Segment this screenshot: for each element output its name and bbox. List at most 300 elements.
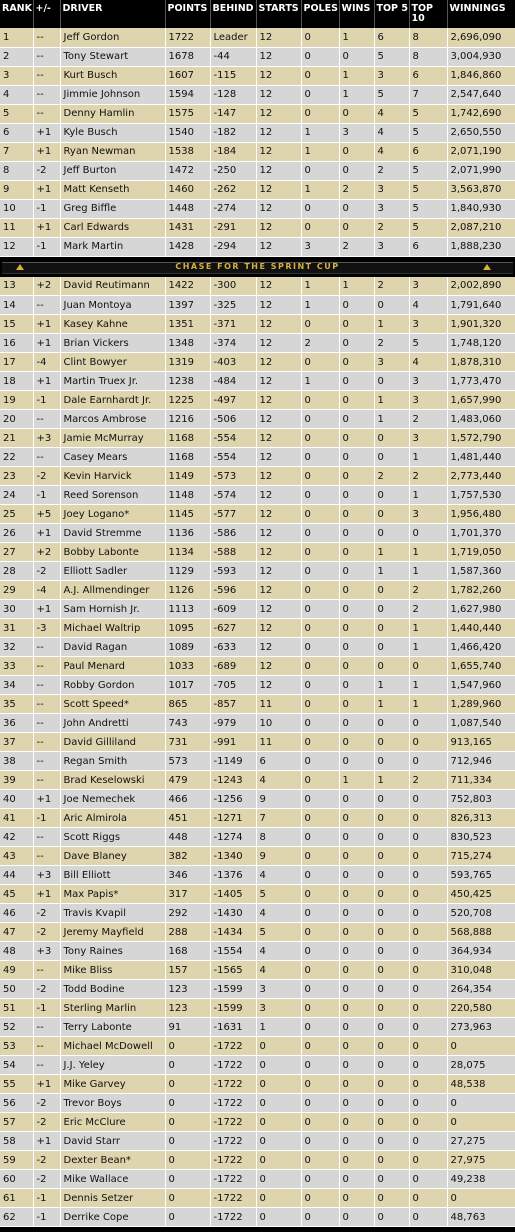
points-cell: 1149	[165, 467, 210, 486]
table-row	[0, 847, 515, 866]
wins-cell: 0	[339, 828, 374, 847]
points-cell: 466	[165, 790, 210, 809]
top10-cell: 0	[409, 1113, 447, 1132]
behind-cell: -1274	[210, 828, 256, 847]
rank-cell: 25	[0, 505, 33, 524]
top10-cell: 0	[409, 923, 447, 942]
starts-cell: 12	[256, 218, 301, 237]
points-cell: 1168	[165, 429, 210, 448]
table-row	[0, 180, 515, 199]
change-cell: -2	[33, 1113, 60, 1132]
winnings-cell: 712,946	[447, 752, 515, 771]
top10-cell: 0	[409, 1151, 447, 1170]
wins-cell: 0	[339, 353, 374, 372]
top10-cell: 0	[409, 524, 447, 543]
rank-cell: 51	[0, 999, 33, 1018]
winnings-cell: 1,791,640	[447, 296, 515, 315]
poles-cell: 1	[301, 123, 339, 142]
change-cell: -2	[33, 161, 60, 180]
driver-cell: Robby Gordon	[60, 676, 165, 695]
poles-cell: 0	[301, 828, 339, 847]
poles-cell: 0	[301, 199, 339, 218]
top5-cell: 3	[374, 199, 409, 218]
winnings-cell: 28,075	[447, 1056, 515, 1075]
top10-cell: 5	[409, 123, 447, 142]
poles-cell: 0	[301, 524, 339, 543]
points-cell: 0	[165, 1075, 210, 1094]
table-row	[0, 828, 515, 847]
driver-cell: Martin Truex Jr.	[60, 372, 165, 391]
wins-cell: 0	[339, 923, 374, 942]
behind-cell: -1722	[210, 1151, 256, 1170]
change-cell: --	[33, 448, 60, 467]
top5-cell: 0	[374, 1170, 409, 1189]
wins-cell: 0	[339, 410, 374, 429]
poles-cell: 3	[301, 237, 339, 256]
starts-cell: 9	[256, 790, 301, 809]
starts-cell: 12	[256, 467, 301, 486]
wins-cell: 0	[339, 904, 374, 923]
starts-cell: 0	[256, 1037, 301, 1056]
behind-cell: -1271	[210, 809, 256, 828]
poles-cell: 0	[301, 790, 339, 809]
top10-cell: 5	[409, 180, 447, 199]
top5-cell: 4	[374, 104, 409, 123]
change-cell: +1	[33, 180, 60, 199]
poles-cell: 0	[301, 315, 339, 334]
driver-cell: Paul Menard	[60, 657, 165, 676]
poles-cell: 0	[301, 733, 339, 752]
table-row	[0, 1094, 515, 1113]
rank-cell: 15	[0, 315, 33, 334]
wins-cell: 0	[339, 657, 374, 676]
wins-cell: 0	[339, 581, 374, 600]
top5-cell: 0	[374, 828, 409, 847]
top5-cell: 0	[374, 885, 409, 904]
change-cell: -2	[33, 467, 60, 486]
driver-cell: Scott Riggs	[60, 828, 165, 847]
wins-cell: 0	[339, 1056, 374, 1075]
winnings-cell: 27,275	[447, 1132, 515, 1151]
winnings-cell: 1,289,960	[447, 695, 515, 714]
top10-cell: 0	[409, 1075, 447, 1094]
top10-cell: 0	[409, 714, 447, 733]
starts-cell: 10	[256, 714, 301, 733]
rank-cell: 38	[0, 752, 33, 771]
wins-cell: 1	[339, 28, 374, 47]
points-cell: 1431	[165, 218, 210, 237]
change-cell: --	[33, 676, 60, 695]
change-cell: -4	[33, 581, 60, 600]
top10-cell: 1	[409, 562, 447, 581]
behind-cell: -1599	[210, 999, 256, 1018]
behind-cell: -403	[210, 353, 256, 372]
driver-cell: Max Papis*	[60, 885, 165, 904]
behind-cell: -689	[210, 657, 256, 676]
table-row	[0, 372, 515, 391]
table-row	[0, 1151, 515, 1170]
points-cell: 0	[165, 1094, 210, 1113]
rank-cell: 50	[0, 980, 33, 999]
winnings-cell: 0	[447, 1037, 515, 1056]
starts-cell: 4	[256, 771, 301, 790]
poles-cell: 0	[301, 1132, 339, 1151]
col-wins-header: WINS	[339, 0, 374, 28]
table-row	[0, 1075, 515, 1094]
behind-cell: -1149	[210, 752, 256, 771]
behind-cell: -1405	[210, 885, 256, 904]
behind-cell: -128	[210, 85, 256, 104]
wins-cell: 0	[339, 942, 374, 961]
change-cell: -3	[33, 619, 60, 638]
starts-cell: 12	[256, 391, 301, 410]
top5-cell: 2	[374, 277, 409, 296]
starts-cell: 0	[256, 1056, 301, 1075]
table-row	[0, 524, 515, 543]
points-cell: 157	[165, 961, 210, 980]
winnings-cell: 3,004,930	[447, 47, 515, 66]
points-cell: 1095	[165, 619, 210, 638]
driver-cell: David Stremme	[60, 524, 165, 543]
winnings-cell: 2,696,090	[447, 28, 515, 47]
poles-cell: 0	[301, 1208, 339, 1227]
change-cell: -1	[33, 199, 60, 218]
driver-cell: Michael McDowell	[60, 1037, 165, 1056]
winnings-cell: 1,840,930	[447, 199, 515, 218]
behind-cell: -1554	[210, 942, 256, 961]
rank-cell: 14	[0, 296, 33, 315]
table-row	[0, 467, 515, 486]
poles-cell: 1	[301, 180, 339, 199]
driver-cell: Tony Stewart	[60, 47, 165, 66]
wins-cell: 0	[339, 1075, 374, 1094]
top10-cell: 0	[409, 961, 447, 980]
table-row	[0, 676, 515, 695]
points-cell: 1397	[165, 296, 210, 315]
driver-cell: Elliott Sadler	[60, 562, 165, 581]
rank-cell: 20	[0, 410, 33, 429]
driver-cell: Derrike Cope	[60, 1208, 165, 1227]
top5-cell: 0	[374, 733, 409, 752]
starts-cell: 12	[256, 562, 301, 581]
winnings-cell: 310,048	[447, 961, 515, 980]
top10-cell: 1	[409, 543, 447, 562]
points-cell: 91	[165, 1018, 210, 1037]
top5-cell: 0	[374, 657, 409, 676]
driver-cell: Mike Garvey	[60, 1075, 165, 1094]
winnings-cell: 27,975	[447, 1151, 515, 1170]
driver-cell: Aric Almirola	[60, 809, 165, 828]
driver-cell: Eric McClure	[60, 1113, 165, 1132]
change-cell: --	[33, 714, 60, 733]
driver-cell: A.J. Allmendinger	[60, 581, 165, 600]
change-cell: -1	[33, 237, 60, 256]
table-row	[0, 1132, 515, 1151]
top5-cell: 0	[374, 1075, 409, 1094]
starts-cell: 12	[256, 581, 301, 600]
points-cell: 1422	[165, 277, 210, 296]
wins-cell: 1	[339, 771, 374, 790]
top10-cell: 1	[409, 695, 447, 714]
table-row	[0, 980, 515, 999]
rank-cell: 53	[0, 1037, 33, 1056]
winnings-cell: 1,888,230	[447, 237, 515, 256]
change-cell: --	[33, 638, 60, 657]
behind-cell: -325	[210, 296, 256, 315]
poles-cell: 0	[301, 505, 339, 524]
col-top10-header: TOP 10	[409, 0, 447, 28]
points-cell: 1017	[165, 676, 210, 695]
rank-cell: 7	[0, 142, 33, 161]
rank-cell: 60	[0, 1170, 33, 1189]
top5-cell: 0	[374, 448, 409, 467]
change-cell: --	[33, 752, 60, 771]
behind-cell: -1722	[210, 1189, 256, 1208]
table-row	[0, 161, 515, 180]
poles-cell: 1	[301, 372, 339, 391]
rank-cell: 34	[0, 676, 33, 695]
top10-cell: 0	[409, 1094, 447, 1113]
change-cell: +1	[33, 372, 60, 391]
driver-cell: Jeremy Mayfield	[60, 923, 165, 942]
behind-cell: -633	[210, 638, 256, 657]
points-cell: 1678	[165, 47, 210, 66]
top10-cell: 4	[409, 296, 447, 315]
wins-cell: 0	[339, 562, 374, 581]
winnings-cell: 273,963	[447, 1018, 515, 1037]
top10-cell: 3	[409, 429, 447, 448]
top10-cell: 0	[409, 904, 447, 923]
top5-cell: 0	[374, 1056, 409, 1075]
points-cell: 0	[165, 1151, 210, 1170]
table-row	[0, 638, 515, 657]
driver-cell: Marcos Ambrose	[60, 410, 165, 429]
rank-cell: 11	[0, 218, 33, 237]
table-row	[0, 429, 515, 448]
wins-cell: 0	[339, 638, 374, 657]
starts-cell: 12	[256, 448, 301, 467]
top10-cell: 8	[409, 28, 447, 47]
change-cell: --	[33, 410, 60, 429]
top10-cell: 1	[409, 486, 447, 505]
table-row	[0, 123, 515, 142]
wins-cell: 0	[339, 524, 374, 543]
col-change-header: +/-	[33, 0, 60, 28]
top10-cell: 3	[409, 315, 447, 334]
poles-cell: 0	[301, 847, 339, 866]
table-row	[0, 695, 515, 714]
starts-cell: 12	[256, 543, 301, 562]
top5-cell: 3	[374, 66, 409, 85]
behind-cell: -554	[210, 448, 256, 467]
poles-cell: 0	[301, 714, 339, 733]
top5-cell: 1	[374, 410, 409, 429]
starts-cell: 12	[256, 66, 301, 85]
rank-cell: 2	[0, 47, 33, 66]
driver-cell: Dennis Setzer	[60, 1189, 165, 1208]
winnings-cell: 1,440,440	[447, 619, 515, 638]
behind-cell: -573	[210, 467, 256, 486]
rank-cell: 42	[0, 828, 33, 847]
top5-cell: 0	[374, 1094, 409, 1113]
rank-cell: 6	[0, 123, 33, 142]
behind-cell: -1565	[210, 961, 256, 980]
col-driver-header: DRIVER	[60, 0, 165, 28]
change-cell: -1	[33, 1189, 60, 1208]
winnings-cell: 1,742,690	[447, 104, 515, 123]
winnings-cell: 48,763	[447, 1208, 515, 1227]
top10-cell: 0	[409, 885, 447, 904]
points-cell: 1113	[165, 600, 210, 619]
starts-cell: 12	[256, 47, 301, 66]
starts-cell: 7	[256, 809, 301, 828]
poles-cell: 0	[301, 448, 339, 467]
table-row	[0, 942, 515, 961]
poles-cell: 0	[301, 1094, 339, 1113]
driver-cell: Sam Hornish Jr.	[60, 600, 165, 619]
poles-cell: 0	[301, 581, 339, 600]
starts-cell: 12	[256, 334, 301, 353]
change-cell: -2	[33, 1151, 60, 1170]
starts-cell: 12	[256, 296, 301, 315]
driver-cell: Tony Raines	[60, 942, 165, 961]
behind-cell: -182	[210, 123, 256, 142]
table-row	[0, 486, 515, 505]
driver-cell: Mike Wallace	[60, 1170, 165, 1189]
wins-cell: 0	[339, 999, 374, 1018]
points-cell: 1348	[165, 334, 210, 353]
behind-cell: -184	[210, 142, 256, 161]
table-row	[0, 657, 515, 676]
rank-cell: 21	[0, 429, 33, 448]
top5-cell: 0	[374, 714, 409, 733]
wins-cell: 0	[339, 142, 374, 161]
chase-divider	[0, 256, 515, 277]
driver-cell: Trevor Boys	[60, 1094, 165, 1113]
top5-cell: 0	[374, 486, 409, 505]
driver-cell: Casey Mears	[60, 448, 165, 467]
driver-cell: Bill Elliott	[60, 866, 165, 885]
driver-cell: Jeff Gordon	[60, 28, 165, 47]
points-cell: 573	[165, 752, 210, 771]
rank-cell: 62	[0, 1208, 33, 1227]
winnings-cell: 3,563,870	[447, 180, 515, 199]
behind-cell: -1722	[210, 1113, 256, 1132]
top5-cell: 0	[374, 1037, 409, 1056]
change-cell: --	[33, 66, 60, 85]
behind-cell: -262	[210, 180, 256, 199]
points-cell: 865	[165, 695, 210, 714]
change-cell: --	[33, 85, 60, 104]
change-cell: --	[33, 733, 60, 752]
table-row	[0, 296, 515, 315]
driver-cell: Kasey Kahne	[60, 315, 165, 334]
starts-cell: 12	[256, 372, 301, 391]
poles-cell: 0	[301, 752, 339, 771]
change-cell: -1	[33, 486, 60, 505]
rank-cell: 17	[0, 353, 33, 372]
behind-cell: -1376	[210, 866, 256, 885]
winnings-cell: 1,748,120	[447, 334, 515, 353]
table-row	[0, 752, 515, 771]
starts-cell: 12	[256, 657, 301, 676]
rank-cell: 36	[0, 714, 33, 733]
table-row	[0, 600, 515, 619]
table-row	[0, 733, 515, 752]
change-cell: --	[33, 104, 60, 123]
change-cell: -1	[33, 391, 60, 410]
table-row	[0, 581, 515, 600]
behind-cell: -1430	[210, 904, 256, 923]
table-row	[0, 315, 515, 334]
driver-cell: Kyle Busch	[60, 123, 165, 142]
top10-cell: 1	[409, 676, 447, 695]
points-cell: 1033	[165, 657, 210, 676]
table-row	[0, 1018, 515, 1037]
change-cell: -2	[33, 562, 60, 581]
rank-cell: 1	[0, 28, 33, 47]
points-cell: 1540	[165, 123, 210, 142]
driver-cell: David Reutimann	[60, 277, 165, 296]
behind-cell: -250	[210, 161, 256, 180]
poles-cell: 0	[301, 161, 339, 180]
change-cell: +3	[33, 866, 60, 885]
chase-banner	[0, 257, 515, 277]
driver-cell: John Andretti	[60, 714, 165, 733]
top10-cell: 5	[409, 104, 447, 123]
rank-cell: 43	[0, 847, 33, 866]
rank-cell: 10	[0, 199, 33, 218]
top5-cell: 1	[374, 771, 409, 790]
top5-cell: 0	[374, 372, 409, 391]
table-row	[0, 562, 515, 581]
rank-cell: 12	[0, 237, 33, 256]
top10-cell: 8	[409, 47, 447, 66]
rank-cell: 61	[0, 1189, 33, 1208]
poles-cell: 0	[301, 467, 339, 486]
rank-cell: 48	[0, 942, 33, 961]
starts-cell: 12	[256, 277, 301, 296]
poles-cell: 0	[301, 543, 339, 562]
rank-cell: 3	[0, 66, 33, 85]
table-row	[0, 410, 515, 429]
rank-cell: 55	[0, 1075, 33, 1094]
winnings-cell: 568,888	[447, 923, 515, 942]
top10-cell: 7	[409, 85, 447, 104]
table-row	[0, 885, 515, 904]
change-cell: -2	[33, 980, 60, 999]
behind-cell: -593	[210, 562, 256, 581]
driver-cell: Mike Bliss	[60, 961, 165, 980]
top5-cell: 0	[374, 942, 409, 961]
starts-cell: 12	[256, 104, 301, 123]
poles-cell: 0	[301, 980, 339, 999]
poles-cell: 0	[301, 1170, 339, 1189]
behind-cell: -979	[210, 714, 256, 733]
starts-cell: 12	[256, 353, 301, 372]
driver-cell: Dave Blaney	[60, 847, 165, 866]
poles-cell: 0	[301, 961, 339, 980]
behind-cell: -1631	[210, 1018, 256, 1037]
starts-cell: 12	[256, 85, 301, 104]
top10-cell: 6	[409, 142, 447, 161]
driver-cell: Reed Sorenson	[60, 486, 165, 505]
wins-cell: 0	[339, 809, 374, 828]
starts-cell: 12	[256, 676, 301, 695]
top10-cell: 0	[409, 1208, 447, 1227]
behind-cell: -1722	[210, 1037, 256, 1056]
top10-cell: 0	[409, 657, 447, 676]
